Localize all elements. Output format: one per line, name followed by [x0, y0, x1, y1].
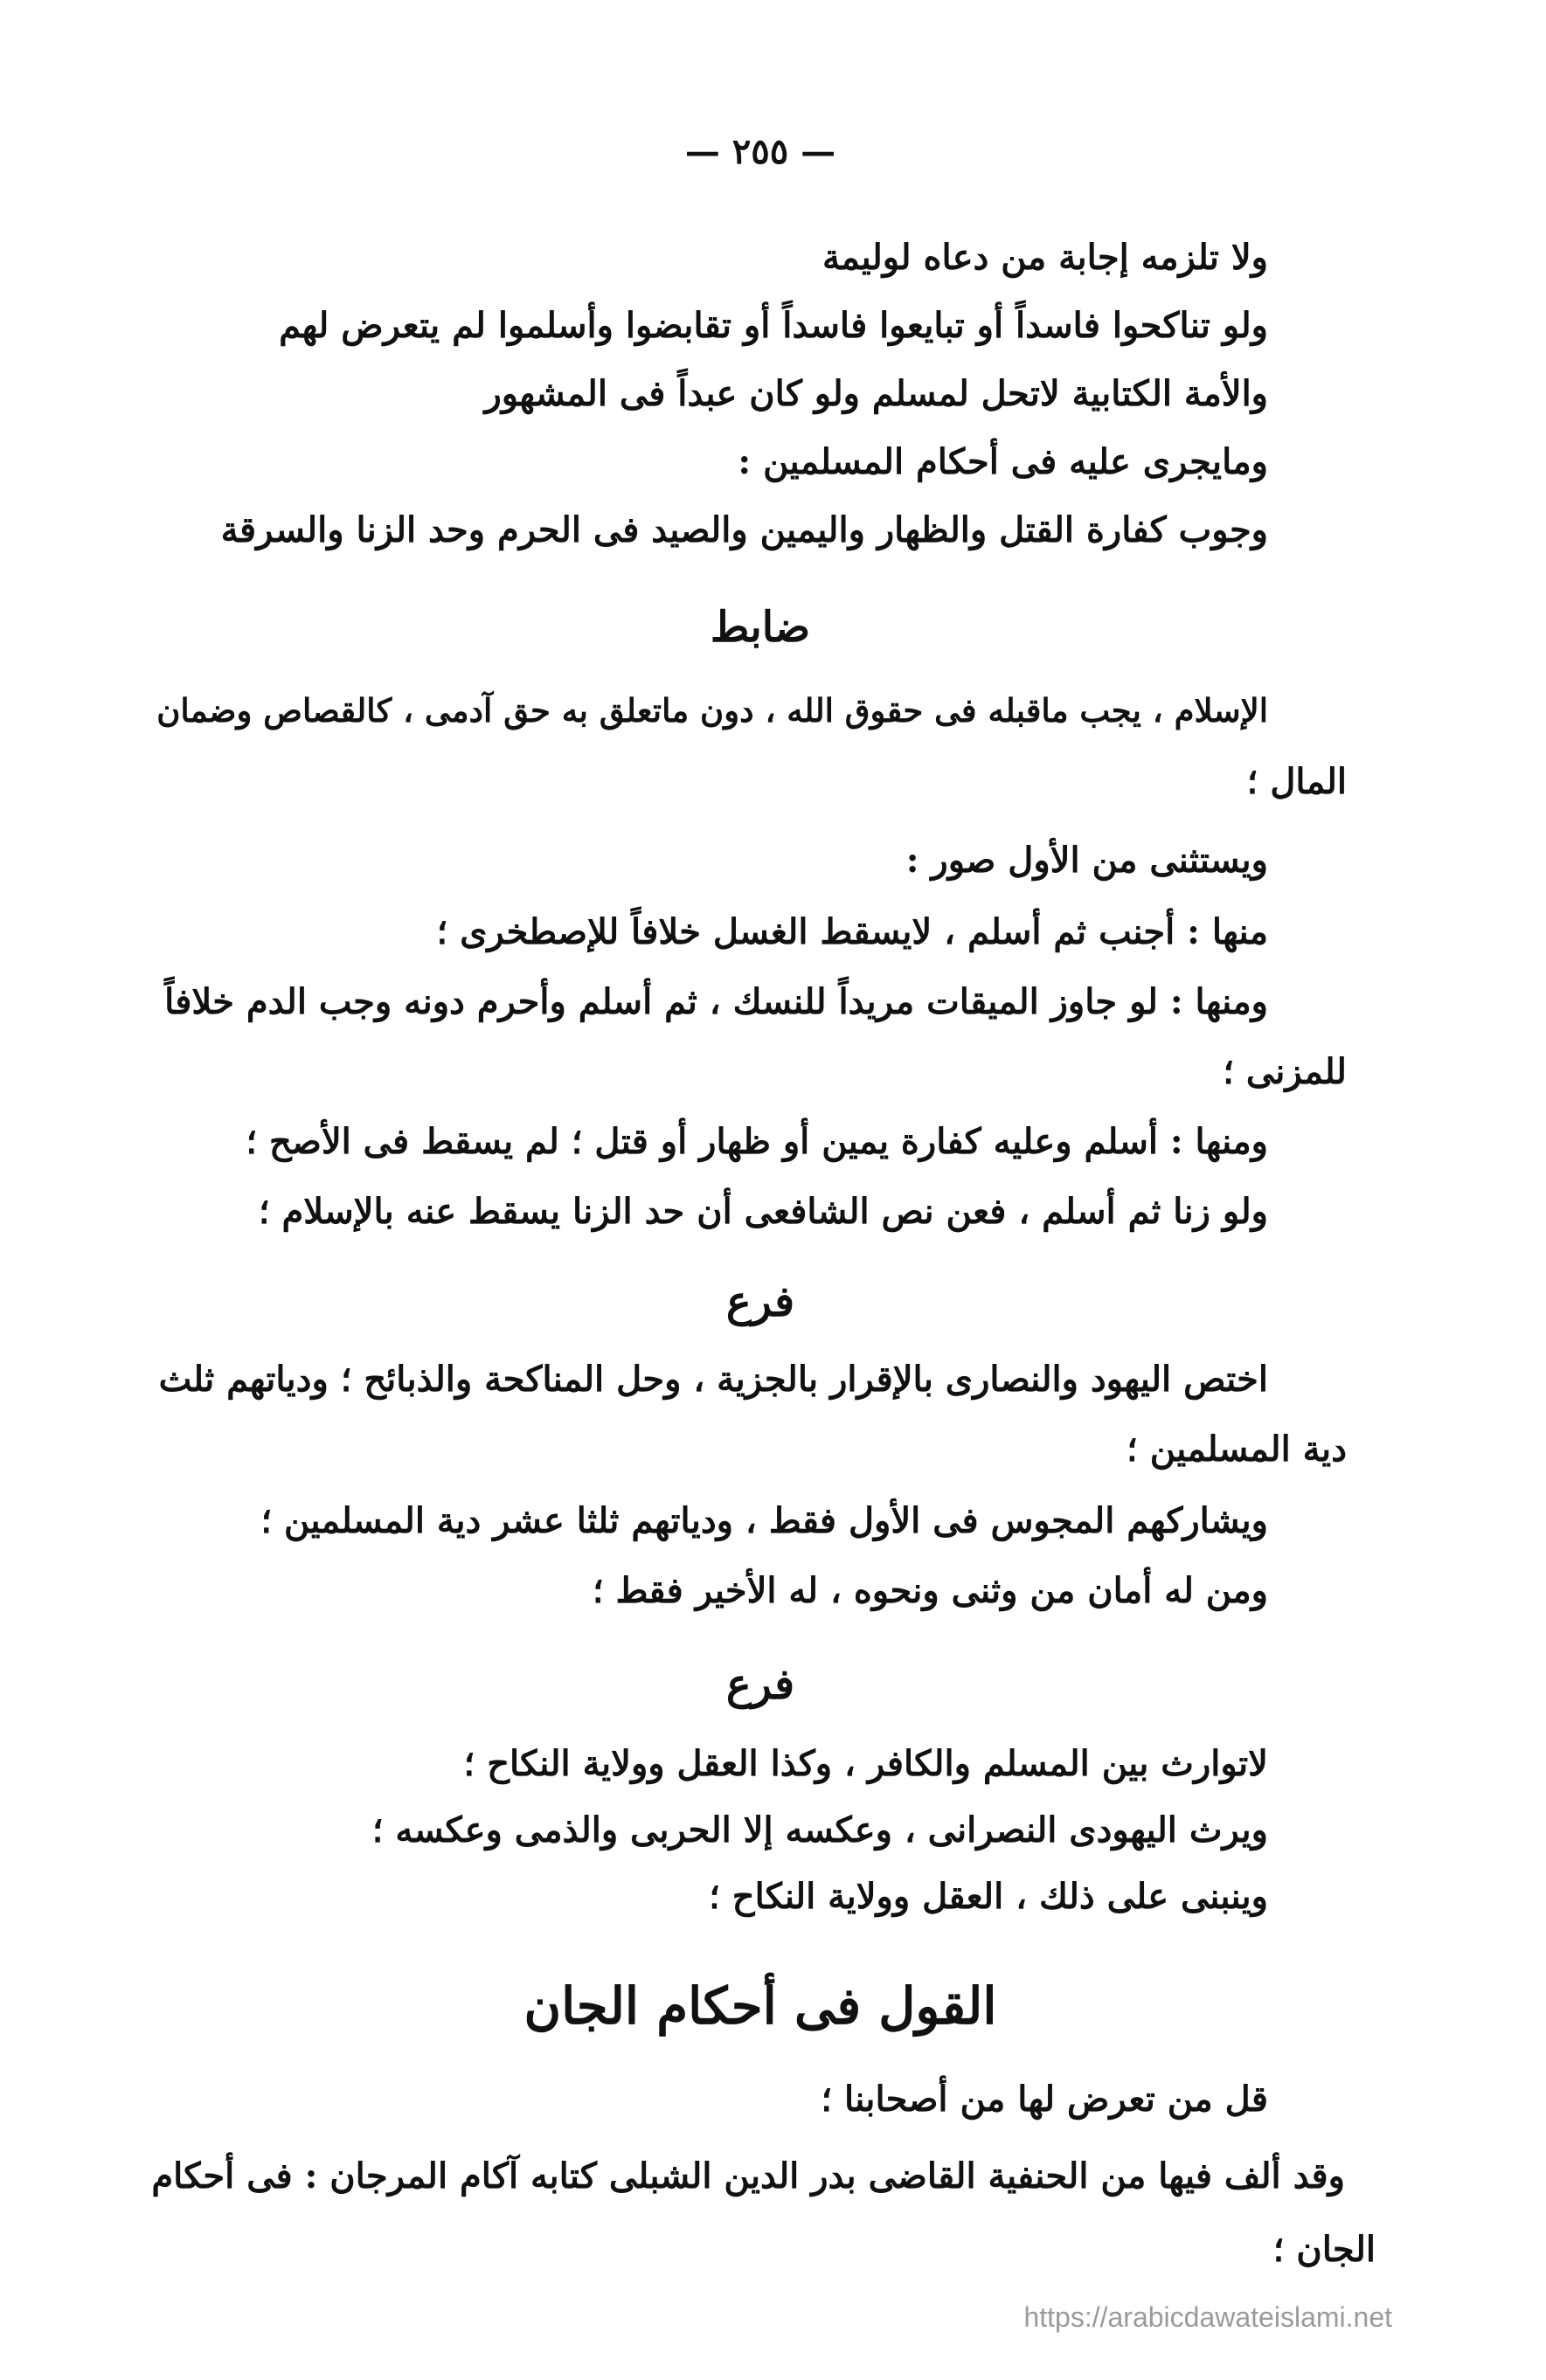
section-heading: ضابط — [710, 603, 811, 652]
text-line: اختص اليهود والنصارى بالإقرار بالجزية ، وحل المناكحة والذبائح ؛ ودياتهم ثلث — [158, 1359, 1268, 1400]
text-line: وينبنى على ذلك ، العقل وولاية النكاح ؛ — [709, 1876, 1268, 1917]
text-line: للمزنى ؛ — [1223, 1051, 1347, 1092]
text-line: ومن له أمان من وثنى ونحوه ، له الأخير فقط ؛ — [592, 1570, 1268, 1611]
section-heading: فرع — [725, 1277, 795, 1326]
text-line: ولا تلزمه إجابة من دعاه لوليمة — [822, 237, 1268, 278]
watermark: https://arabicdawateislami.net — [1023, 2301, 1392, 2333]
text-line: وجوب كفارة القتل والظهار واليمين والصيد فى الحرم وحد الزنا والسرقة — [220, 509, 1268, 550]
text-line: والأمة الكتابية لاتحل لمسلم ولو كان عبداً فى المشهور — [484, 373, 1268, 414]
text-line: ولو تناكحوا فاسداً أو تبايعوا فاسداً أو تقابضوا وأسلموا لم يتعرض لهم — [279, 305, 1268, 346]
text-line: وقد ألف فيها من الحنفية القاضى بدر الدين الشبلى كتابه آكام المرجان : فى أحكام — [151, 2155, 1345, 2197]
chapter-heading: القول فى أحكام الجان — [523, 1976, 997, 2036]
text-line: ويرث اليهودى النصرانى ، وعكسه إلا الحربى والذمى وعكسه ؛ — [371, 1809, 1268, 1851]
text-line: ويشاركهم المجوس فى الأول فقط ، ودياتهم ثلثا عشر دية المسلمين ؛ — [260, 1500, 1268, 1541]
text-line: لاتوارث بين المسلم والكافر ، وكذا العقل وولاية النكاح ؛ — [463, 1743, 1268, 1784]
section-heading: فرع — [725, 1660, 795, 1709]
text-line: الإسلام ، يجب ماقبله فى حقوق الله ، دون ماتعلق به حق آدمى ، كالقصاص وضمان — [156, 691, 1268, 730]
text-line: منها : أجنب ثم أسلم ، لايسقط الغسل خلافاً للإصطخرى ؛ — [436, 911, 1268, 952]
text-line: ويستثنى من الأول صور : — [905, 840, 1268, 881]
page-number: — ٢٥٥ — — [684, 131, 836, 172]
text-line: الجان ؛ — [1272, 2229, 1376, 2270]
text-line: ومايجرى عليه فى أحكام المسلمين : — [738, 441, 1268, 482]
text-line: ومنها : أسلم وعليه كفارة يمين أو ظهار أو قتل ؛ لم يسقط فى الأصح ؛ — [246, 1121, 1268, 1162]
text-line: المال ؛ — [1246, 761, 1347, 802]
text-line: ولو زنا ثم أسلم ، فعن نص الشافعى أن حد الزنا يسقط عنه بالإسلام ؛ — [258, 1191, 1268, 1232]
text-line: قل من تعرض لها من أصحابنا ؛ — [821, 2079, 1268, 2120]
text-line: ومنها : لو جاوز الميقات مريداً للنسك ، ثم أسلم وأحرم دونه وجب الدم خلافاً — [164, 981, 1268, 1022]
text-line: دية المسلمين ؛ — [1127, 1429, 1347, 1470]
